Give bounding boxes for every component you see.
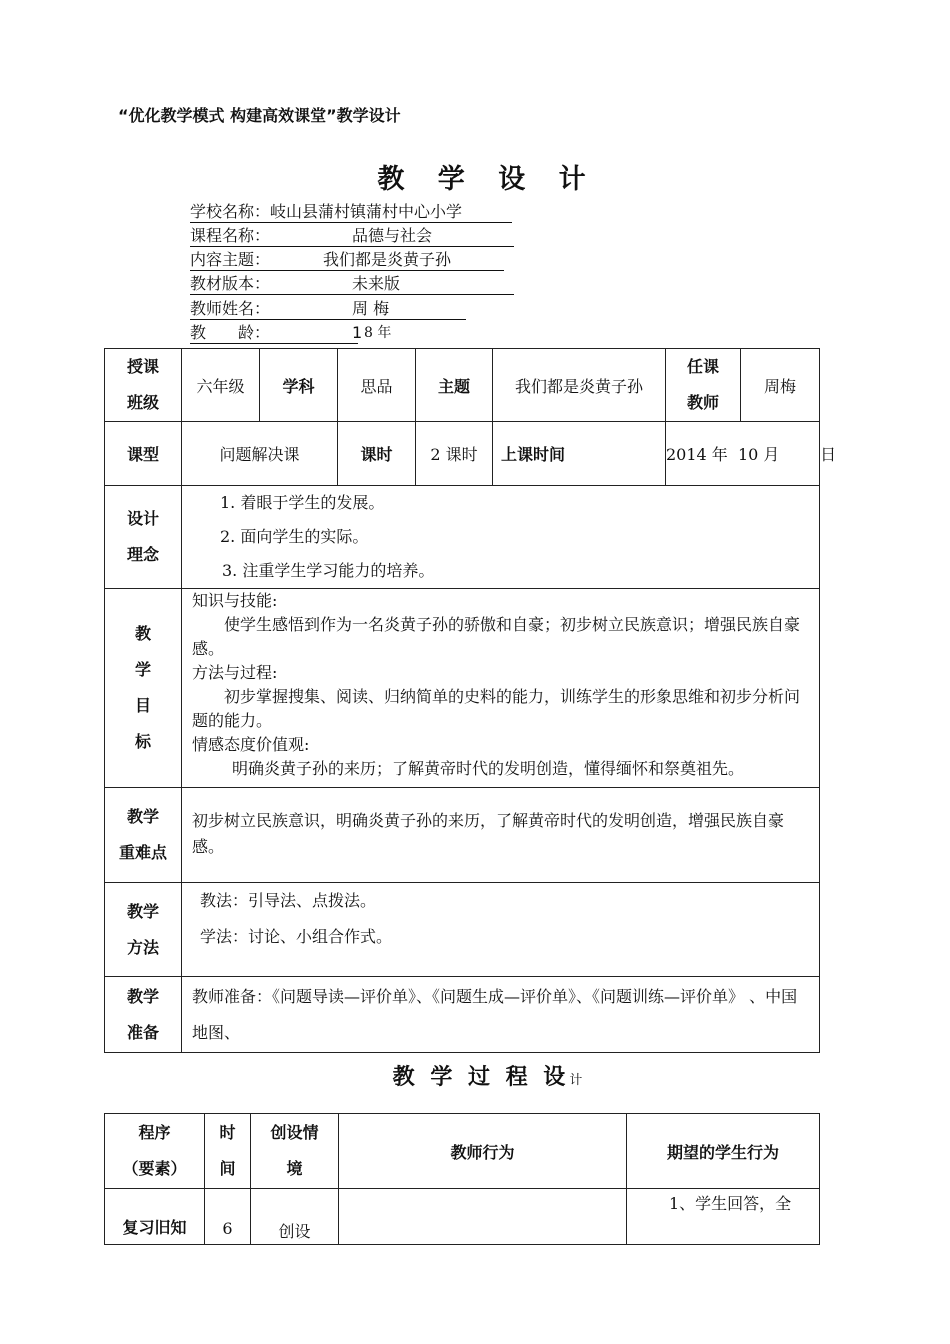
preparation-label-2: 准备 (126, 1022, 159, 1042)
concept-label-2: 理念 (126, 545, 159, 564)
time-header-1: 时 (219, 1123, 236, 1142)
concept-label-cell (105, 486, 182, 589)
process-title-main: 教 学 过 程 设 (392, 1064, 570, 1090)
objectives-cell (182, 589, 820, 788)
subject-label: 学科 (260, 349, 338, 422)
teacher-line (190, 298, 515, 322)
teacher-label-2: 教师 (686, 393, 719, 412)
scene-header (251, 1114, 339, 1189)
concept-item: 2. 面向学生的实际。 (220, 527, 369, 546)
design-table (104, 348, 837, 1053)
methods-label-cell (105, 883, 182, 977)
age-line (190, 322, 515, 346)
knowledge-title: 知识与技能: (192, 591, 278, 610)
concept-item: 3. 注重学生学习能力的培养。 (222, 561, 435, 580)
student-behavior-header: 期望的学生行为 (627, 1114, 820, 1189)
student-behavior-cell: 1、学生回答，全 (627, 1189, 820, 1245)
preparation-cell (182, 977, 820, 1053)
course-label: 课程名称： (190, 226, 271, 245)
teacher-value: 周 梅 (352, 299, 390, 318)
hours-value: 2 课时 (416, 422, 493, 486)
topic-label: 内容主题： (190, 250, 271, 269)
edition-line (190, 273, 515, 297)
school-underline (190, 222, 512, 223)
concept-label-1: 设计 (126, 509, 159, 528)
edition-underline (190, 294, 514, 295)
process-table (104, 1113, 820, 1245)
course-line (190, 225, 515, 249)
step-header-1: 程序 (138, 1123, 171, 1142)
method-text: 初步掌握搜集、阅读、归纳简单的史料的能力，训练学生的形象思维和初步分析问题的能力。 (192, 687, 801, 730)
objectives-label-char: 标 (134, 732, 151, 751)
keypoints-label-2: 重难点 (118, 843, 167, 862)
teacher-label: 教师姓名： (190, 299, 271, 318)
document-heading: “优化教学模式 构建高效课堂”教学设计 (118, 106, 401, 125)
knowledge-text: 使学生感悟到作为一名炎黄子孙的骄傲和自豪；初步树立民族意识；增强民族自豪感。 (192, 615, 801, 658)
age-label: 教 龄： (190, 323, 271, 342)
time-value: 2014 年 10 月 日 (666, 422, 820, 486)
teacher-label-1: 任课 (686, 357, 719, 376)
methods-cell (182, 883, 820, 977)
process-title (0, 1060, 950, 1091)
type-value: 问题解决课 (182, 422, 338, 486)
process-title-small: 计 (569, 1073, 583, 1088)
time-header-2: 间 (219, 1159, 236, 1178)
keypoints-text: 初步树立民族意识，明确炎黄子孙的来历，了解黄帝时代的发明创造，增强民族自豪感。 (192, 811, 785, 856)
teacher-label-cell (666, 349, 741, 422)
preparation-label-cell (105, 977, 182, 1053)
age-value: 1 (352, 323, 363, 342)
teaching-method: 教法：引导法、点拨法。 (200, 891, 377, 910)
teacher-value: 周梅 (741, 349, 820, 422)
methods-label-2: 方法 (126, 937, 159, 957)
objectives-label-char: 学 (134, 660, 151, 679)
school-line (190, 201, 515, 225)
table-row (105, 422, 820, 486)
time-cell: 6 (205, 1189, 251, 1245)
subject-value: 思品 (338, 349, 416, 422)
theme-label: 主题 (416, 349, 493, 422)
class-value: 六年级 (182, 349, 260, 422)
step-header-2: （要素） (122, 1159, 187, 1178)
hours-label: 课时 (338, 422, 416, 486)
teacher-behavior-cell (339, 1189, 627, 1245)
objectives-label-char: 教 (134, 624, 151, 643)
preparation-text: 教师准备：《问题导读—评价单》、《问题生成—评价单》、《问题训练—评价单》 、中国地图、 (192, 986, 798, 1042)
keypoints-cell (182, 788, 820, 883)
course-underline (190, 246, 514, 247)
teacher-behavior-header: 教师行为 (339, 1114, 627, 1189)
step-cell: 复习旧知 (105, 1189, 205, 1245)
step-header (105, 1114, 205, 1189)
learning-method: 学法：讨论、小组合作式。 (200, 927, 393, 946)
method-title: 方法与过程: (192, 663, 278, 682)
topic-underline (190, 270, 504, 271)
keypoints-label-1: 教学 (126, 807, 159, 826)
edition-value: 未来版 (352, 274, 401, 293)
class-label-cell (105, 349, 182, 422)
age-underline (190, 343, 358, 344)
keypoints-label-cell (105, 788, 182, 883)
table-row (105, 1189, 820, 1245)
table-row (105, 349, 820, 422)
edition-label: 教材版本： (190, 274, 271, 293)
emotion-text: 明确炎黄子孙的来历；了解黄帝时代的发明创造，懂得缅怀和祭奠祖先。 (232, 759, 745, 778)
objectives-label-cell (105, 589, 182, 788)
scene-header-1: 创设情 (270, 1123, 319, 1142)
type-label: 课型 (105, 422, 182, 486)
objectives-label-char: 目 (134, 696, 151, 715)
time-label: 上课时间 (493, 422, 666, 486)
school-value: 岐山县蒲村镇蒲村中心小学 (270, 202, 463, 221)
preparation-label-1: 教学 (126, 986, 159, 1006)
class-label-2: 班级 (126, 393, 159, 412)
course-value: 品德与社会 (352, 226, 433, 245)
table-row (105, 788, 820, 883)
time-header (205, 1114, 251, 1189)
concept-cell (182, 486, 820, 589)
school-label: 学校名称： (190, 202, 271, 221)
teacher-underline (190, 319, 466, 320)
table-row (105, 589, 820, 788)
scene-header-2: 境 (286, 1159, 303, 1178)
theme-value: 我们都是炎黄子孙 (493, 349, 666, 422)
table-row (105, 1114, 820, 1189)
topic-line (190, 249, 515, 273)
scene-cell: 创设 (251, 1189, 339, 1245)
table-row (105, 486, 820, 589)
methods-label-1: 教学 (126, 901, 159, 921)
class-label-1: 授课 (126, 357, 159, 376)
page-title: 教 学 设 计 (377, 164, 598, 195)
table-row (105, 883, 820, 977)
topic-value: 我们都是炎黄子孙 (323, 250, 452, 269)
age-unit: 8 年 (364, 325, 392, 341)
table-row (105, 977, 820, 1053)
concept-item: 1. 着眼于学生的发展。 (220, 493, 385, 512)
emotion-title: 情感态度价值观: (192, 735, 310, 754)
